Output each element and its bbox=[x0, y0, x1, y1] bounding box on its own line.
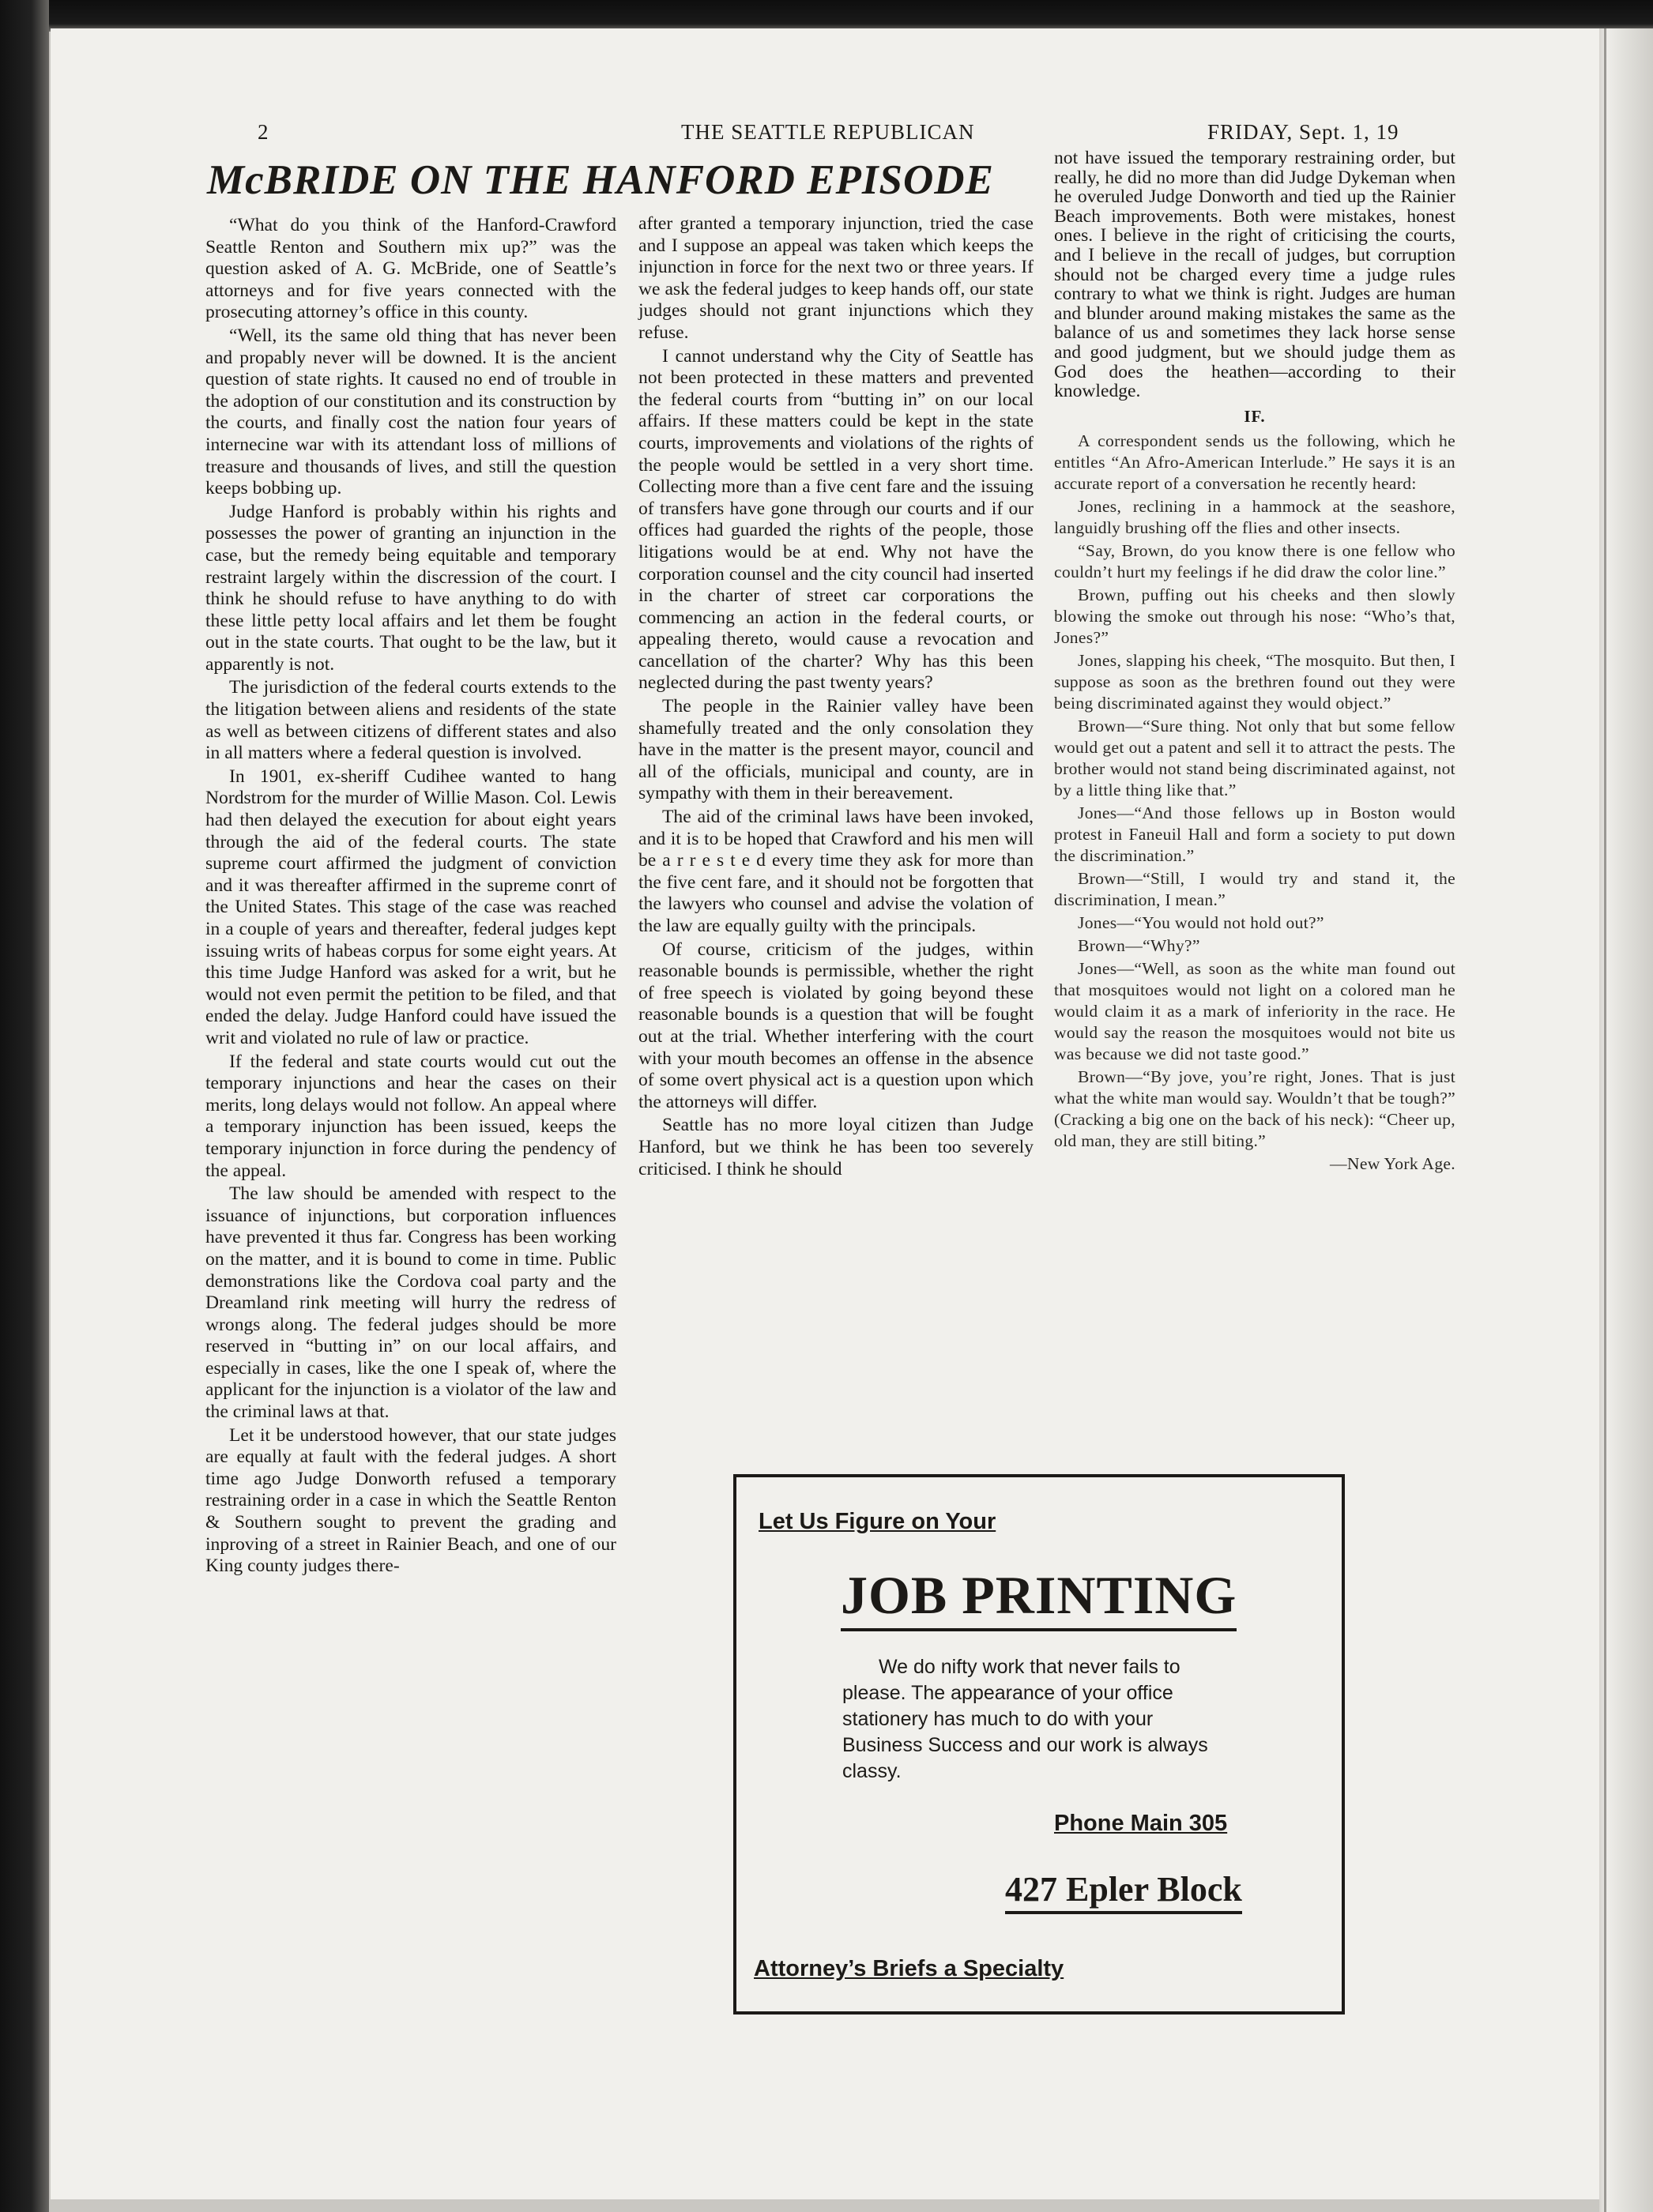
paragraph: Brown—“Sure thing. Not only that but some fellow would get out a patent and sell it to attract the pests. The brother would not stand being discriminated against, not by a little thing like that.” bbox=[1054, 717, 1455, 800]
dateline: FRIDAY, Sept. 1, 19 bbox=[1207, 120, 1399, 144]
masthead-title: THE SEATTLE REPUBLICAN bbox=[681, 120, 975, 144]
paragraph: Jones, reclining in a hammock at the seashore, languidly brushing off the flies and other insects. bbox=[1054, 497, 1455, 538]
paragraph: “What do you think of the Hanford-Crawford Seattle Renton and Southern mix up?” was the question asked of A. G. McBride, one of Seattle’s attorneys and for five years connected with the prosecuting attorney’s office in this county. bbox=[205, 215, 616, 323]
article-continuation bbox=[1054, 149, 1455, 401]
paragraph: Of course, criticism of the judges, within reasonable bounds is permissible, whether the right of free speech is violated by going beyond these reasonable bounds is a question that will be fought out at the trial. Whether interfering with the court with your mouth becomes an offense in the absence of some overt physical act is a question upon which the attorneys will differ. bbox=[638, 939, 1034, 1112]
paragraph: “Say, Brown, do you know there is one fellow who couldn’t hurt my feelings if he did draw the color line.” bbox=[1054, 541, 1455, 582]
if-article bbox=[1054, 431, 1455, 1175]
paragraph: The people in the Rainier valley have been shamefully treated and the only consolation they have in the matter is the present mayor, council and all of the officials, municipal and county, are in sympathy with them in their bereavement. bbox=[638, 696, 1034, 804]
ad-headline: JOB PRINTING bbox=[841, 1564, 1237, 1631]
source-credit: —New York Age. bbox=[1330, 1154, 1455, 1174]
if-heading: IF. bbox=[1244, 406, 1266, 426]
paragraph: Seattle has no more loyal citizen than Judge Hanford, but we think he has been too severely criticised. I think he should bbox=[638, 1115, 1034, 1179]
article-column-3 bbox=[1054, 149, 1455, 1176]
paragraph: Brown—“Why?” bbox=[1078, 936, 1200, 956]
article-column-1 bbox=[205, 215, 616, 1579]
scan-border-left bbox=[0, 0, 49, 2212]
paragraph: Brown—“Still, I would try and stand it, the discrimination, I mean.” bbox=[1054, 869, 1455, 910]
paragraph: Brown—“By jove, you’re right, Jones. That is just what the white man would say. Wouldn’t that be tough?” (Cracking a big one on the back of his neck): “Cheer up, old man, they are still biting.” bbox=[1054, 1067, 1455, 1151]
page-number: 2 bbox=[258, 120, 269, 144]
ad-phone: Phone Main 305 bbox=[1054, 1811, 1228, 1836]
ad-address: 427 Epler Block bbox=[1005, 1869, 1242, 1914]
paragraph: If the federal and state courts would cut out the temporary injunctions and hear the cases on their merits, long delays would not follow. An appeal where a temporary injunction has been issued, keeps the temporary injunction in force during the pendency of the appeal. bbox=[205, 1051, 616, 1181]
paragraph: Brown, puffing out his cheeks and then slowly blowing the smoke out through his nose: “Who’s that, Jones?” bbox=[1054, 585, 1455, 648]
ad-body bbox=[842, 1654, 1234, 1785]
article-headline: McBRIDE ON THE HANFORD EPISODE bbox=[207, 157, 994, 203]
article-column-2 bbox=[638, 213, 1034, 1182]
paragraph: Jones—“You would not hold out?” bbox=[1078, 913, 1324, 933]
job-printing-advertisement bbox=[733, 1474, 1345, 2014]
ad-lead-line: Let Us Figure on Your bbox=[759, 1509, 996, 1534]
paragraph: Jones—“Well, as soon as the white man found out that mosquitoes would not light on a colored man he would claim it as a mark of inferiority in the race. He would say the reason the mosquitoes would not bite us was because we did not taste good.” bbox=[1054, 959, 1455, 1064]
scan-border-top bbox=[0, 0, 1653, 32]
paragraph: Judge Hanford is probably within his rights and possesses the power of granting an injunction in the case, but the remedy being equitable and temporary restraint largely within the discression of the court. I think he should refuse to have anything to do with these little petty local affairs and let them be fought out in the state courts. That ought to be the law, but it apparently is not. bbox=[205, 501, 616, 675]
ad-body-text: We do nifty work that never fails to please. The appearance of your office stationery has much to do with your Business Success and our work is always classy. bbox=[842, 1656, 1208, 1782]
paragraph: Jones, slapping his cheek, “The mosquito. But then, I suppose as soon as the brethren found out they were being discriminated against they would object.” bbox=[1054, 651, 1455, 713]
next-page-edge bbox=[1599, 28, 1653, 2212]
paragraph: after granted a temporary injunction, tried the case and I suppose an appeal was taken which keeps the injunction in force for the next two or three years. If we ask the federal judges to keep hands off, our state judges should not grant injunctions which they refuse. bbox=[638, 213, 1034, 343]
paragraph: The law should be amended with respect to the issuance of injunctions, but corporation influences have prevented it thus far. Congress has been working on the matter, and it is bound to come in time. Public demonstrations like the Cordova coal party and the Dreamland rink meeting will hurry the redress of wrongs along. The federal judges should be more reserved in “butting in” on our local affairs, and especially in cases, like the one I speak of, where the applicant for the injunction is a violator of the law and the criminal laws at that. bbox=[205, 1183, 616, 1423]
paragraph: I cannot understand why the City of Seattle has not been protected in these matters and prevented the federal courts from “butting in” on our local affairs. If these matters could be kept in the state courts, improvements and violations of the rights of the people would be settled in a very short time. Collecting more than a five cent fare and the issuing of transfers have gone through our courts and if our offices had guarded the rights of the people, those litigations would be at end. Why not have the corporation counsel and the city council had inserted in the charter of street car corporations the commencing an action in the federal courts, or appealing thereto, would cause a revocation and cancellation of the charter? Why has this been neglected during the past twenty years? bbox=[638, 345, 1034, 694]
paragraph: A correspondent sends us the following, which he entitles “An Afro-American Interlude.” He says it is an accurate report of a conversation he recently heard: bbox=[1054, 431, 1455, 494]
paragraph: not have issued the temporary restraining order, but really, he did no more than did Judge Dykeman when he overuled Judge Donworth and tied up the Rainier Beach improvements. Both were mistakes, honest ones. I believe in the right of criticising the courts, and I believe in the recall of judges, but corruption should not be charged every time a judge rules contrary to what we think is right. Judges are human and blunder around making mistakes the same as the balance of us and sometimes they lack horse sense and good judgment, but we should judge them as God does the heathen—according to their knowledge. bbox=[1054, 148, 1455, 402]
paragraph: Let it be understood however, that our state judges are equally at fault with the federal judges. A short time ago Judge Donworth refused a temporary restraining order in a case in which the Seattle Renton & Southern sought to prevent the grading and inproving of a street in Rainier Beach, and one of our King county judges there- bbox=[205, 1424, 616, 1577]
paragraph: The jurisdiction of the federal courts extends to the the litigation between aliens and residents of the state as well as between citizens of different states and also in all matters where a federal question is involved. bbox=[205, 677, 616, 764]
paragraph: “Well, its the same old thing that has never been and propably never will be downed. It is the ancient question of state rights. It caused no end of trouble in the adoption of our constitution and its construction by the courts, and finally cost the nation four years of internecine war with its attendant loss of millions of treasure and thousands of lives, and still the question keeps bobbing up. bbox=[205, 325, 616, 499]
paragraph: Jones—“And those fellows up in Boston would protest in Faneuil Hall and form a society to put down the discrimination.” bbox=[1054, 803, 1455, 866]
ad-footer: Attorney’s Briefs a Specialty bbox=[754, 1956, 1064, 1981]
paragraph: In 1901, ex-sheriff Cudihee wanted to hang Nordstrom for the murder of Willie Mason. Col. Lewis had then delayed the execution for about eight years through the aid of the federal courts. The state supreme court affirmed the judgment of conviction and it was thereafter affirmed in the supreme conrt of the United States. This stage of the case was reached in a couple of years and thereafter, federal judges kept issuing writs of habeas corpus for some eight years. At this time Judge Hanford was asked for a writ, but he would not even permit the petition to be filed, and that ended the delay. Judge Hanford could have issued the writ and violated no rule of law or practice. bbox=[205, 766, 616, 1048]
paragraph: The aid of the criminal laws have been invoked, and it is to be hoped that Crawford and his men will be a r r e s t e d every time they ask for more than the five cent fare, and it should not be forgotten that the lawyers who counsel and advise the volation of the law are equally guilty with the principals. bbox=[638, 807, 1034, 936]
